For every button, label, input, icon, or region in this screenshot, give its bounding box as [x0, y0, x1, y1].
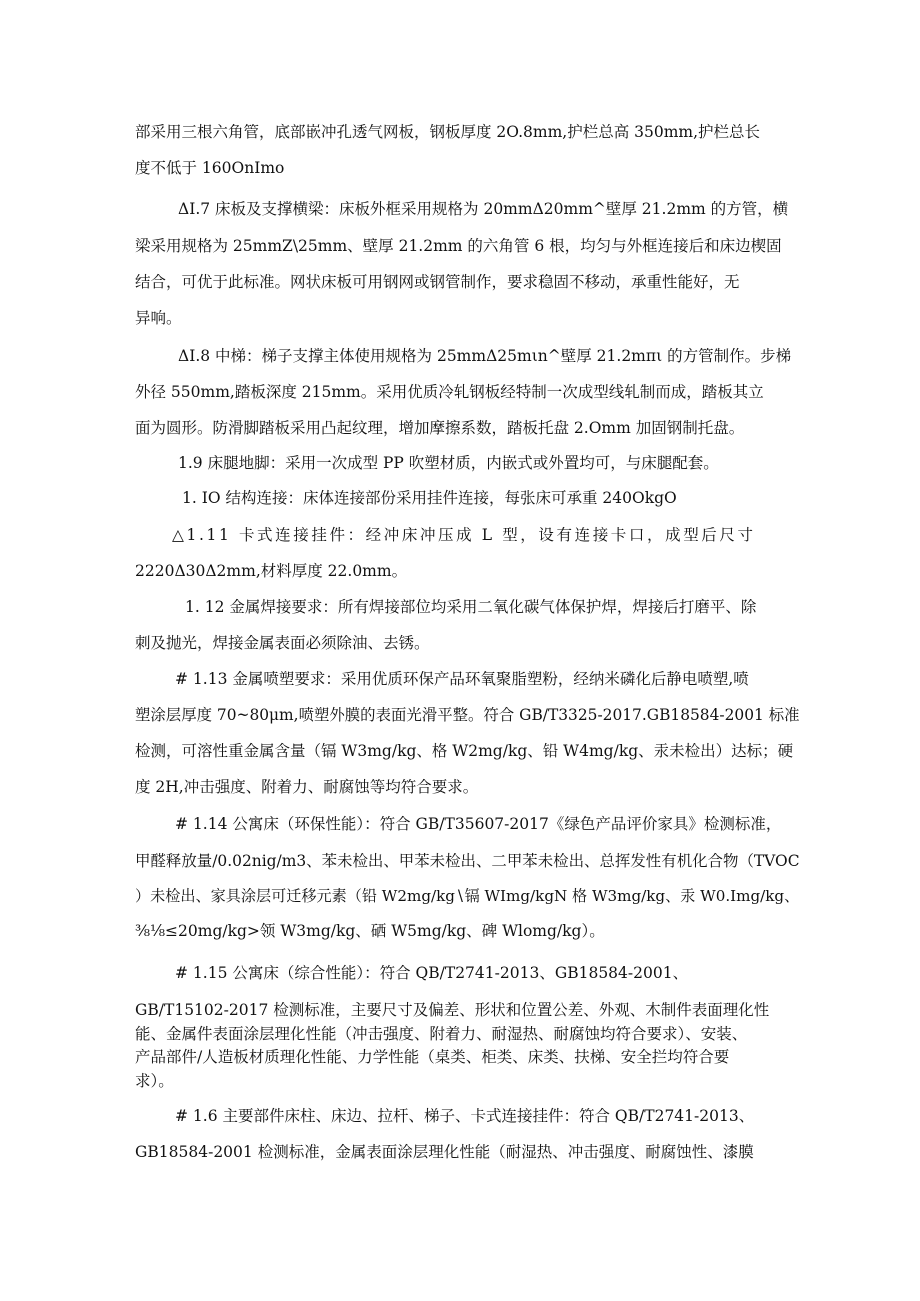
text-line: 1. IO 结构连接：床体连接部份采用挂件连接，每张床可承重 240OkgO — [182, 489, 677, 507]
text-line: 面为圆形。防滑脚踏板采用凸起纹理，增加摩擦系数，踏板托盘 2.Omm 加固钢制托盘。 — [135, 419, 745, 437]
text-line: △1.11 卡式连接挂件：经冲床冲压成 L 型，设有连接卡口，成型后尺寸 — [172, 526, 756, 544]
text-line: 1.9 床腿地脚：采用一次成型 PP 吹塑材质，内嵌式或外置均可，与床腿配套。 — [178, 454, 719, 472]
text-line: 刺及抛光，焊接金属表面必须除油、去锈。 — [135, 634, 430, 652]
text-line: 外径 550mm,踏板深度 215mm。采用优质冷轧钢板经特制一次成型线轧制而成，踏板其立 — [135, 383, 764, 401]
text-line: ΔI.7 床板及支撑横梁：床板外框采用规格为 20mmΔ20mm^壁厚 21.2mm 的方管，横 — [178, 200, 789, 218]
text-line: 塑涂层厚度 70~80μm,喷塑外膜的表面光滑平整。符合 GB/T3325-2017.GB18584-2001 标准 — [135, 706, 800, 724]
text-line: GB18584-2001 检测标准，金属表面涂层理化性能（耐湿热、冲击强度、耐腐蚀性、漆膜 — [135, 1143, 754, 1161]
text-line: 部采用三根六角管，底部嵌冲孔透气网板，钢板厚度 2O.8mm,护栏总高 350mm,护栏总长 — [135, 123, 761, 141]
text-line: 1. 12 金属焊接要求：所有焊接部位均采用二氧化碳气体保护焊，焊接后打磨平、除 — [185, 598, 757, 616]
text-line: 度 2H,冲击强度、附着力、耐腐蚀等均符合要求。 — [135, 778, 479, 796]
text-line: 2220Δ30Δ2mm,材料厚度 22.0mm。 — [135, 562, 408, 580]
text-line: GB/T15102-2017 检测标准，主要尺寸及偏差、形状和位置公差、外观、木制件表面理化性 — [135, 1001, 770, 1019]
text-line: 检测，可溶性重金属含量（镉 W3mg/kg、格 W2mg/kg、铅 W4mg/kg、汞未检出）达标；硬 — [135, 742, 794, 760]
text-line: # 1.6 主要部件床柱、床边、拉杆、梯子、卡式连接挂件：符合 QB/T2741-2013、 — [175, 1107, 755, 1125]
text-line: 结合，可优于此标准。网状床板可用钢网或钢管制作，要求稳固不移动，承重性能好，无 — [135, 273, 740, 291]
text-line: 甲醛释放量/0.02nig/m3、苯未检出、甲苯未检出、二甲苯未检出、总挥发性有机化合物（TVOC — [135, 852, 800, 870]
text-line: ⅜⅛≤20mg∕kg>领 W3mg/kg、硒 W5mg/kg、碑 Wlomg/kg）。 — [135, 922, 605, 940]
text-line: 异响。 — [135, 309, 182, 327]
text-line: ）未检出、家具涂层可迁移元素（铅 W2mg∕kg∖镉 WImg/kgN 格 W3mg/kg、汞 W0.Img/kg、 — [135, 887, 800, 905]
text-line: 产品部件/人造板材质理化性能、力学性能（桌类、柜类、床类、扶梯、安全拦均符合要 — [135, 1048, 730, 1066]
text-line: # 1.14 公寓床（环保性能）：符合 GB/T35607-2017《绿色产品评价家具》检测标准， — [175, 815, 782, 833]
text-line: 求）。 — [135, 1072, 174, 1090]
text-line: ΔI.8 中梯：梯子支撑主体使用规格为 25mmΔ25mιn^壁厚 21.2mπι 的方管制作。步梯 — [178, 347, 792, 365]
text-line: 度不低于 160OnImo — [135, 159, 285, 177]
text-line: # 1.15 公寓床（综合性能）：符合 QB/T2741-2013、GB18584-2001、 — [175, 964, 689, 982]
text-line: # 1.13 金属喷塑要求：采用优质环保产品环氧聚脂塑粉，经纳米磷化后静电喷塑,喷 — [175, 670, 749, 688]
text-line: 能、金属件表面涂层理化性能（冲击强度、附着力、耐湿热、耐腐蚀均符合要求）、安装、 — [135, 1025, 748, 1043]
text-line: 梁采用规格为 25mmZ\25mm、壁厚 21.2mm 的六角管 6 根，均匀与外框连接后和床边楔固 — [135, 237, 782, 255]
